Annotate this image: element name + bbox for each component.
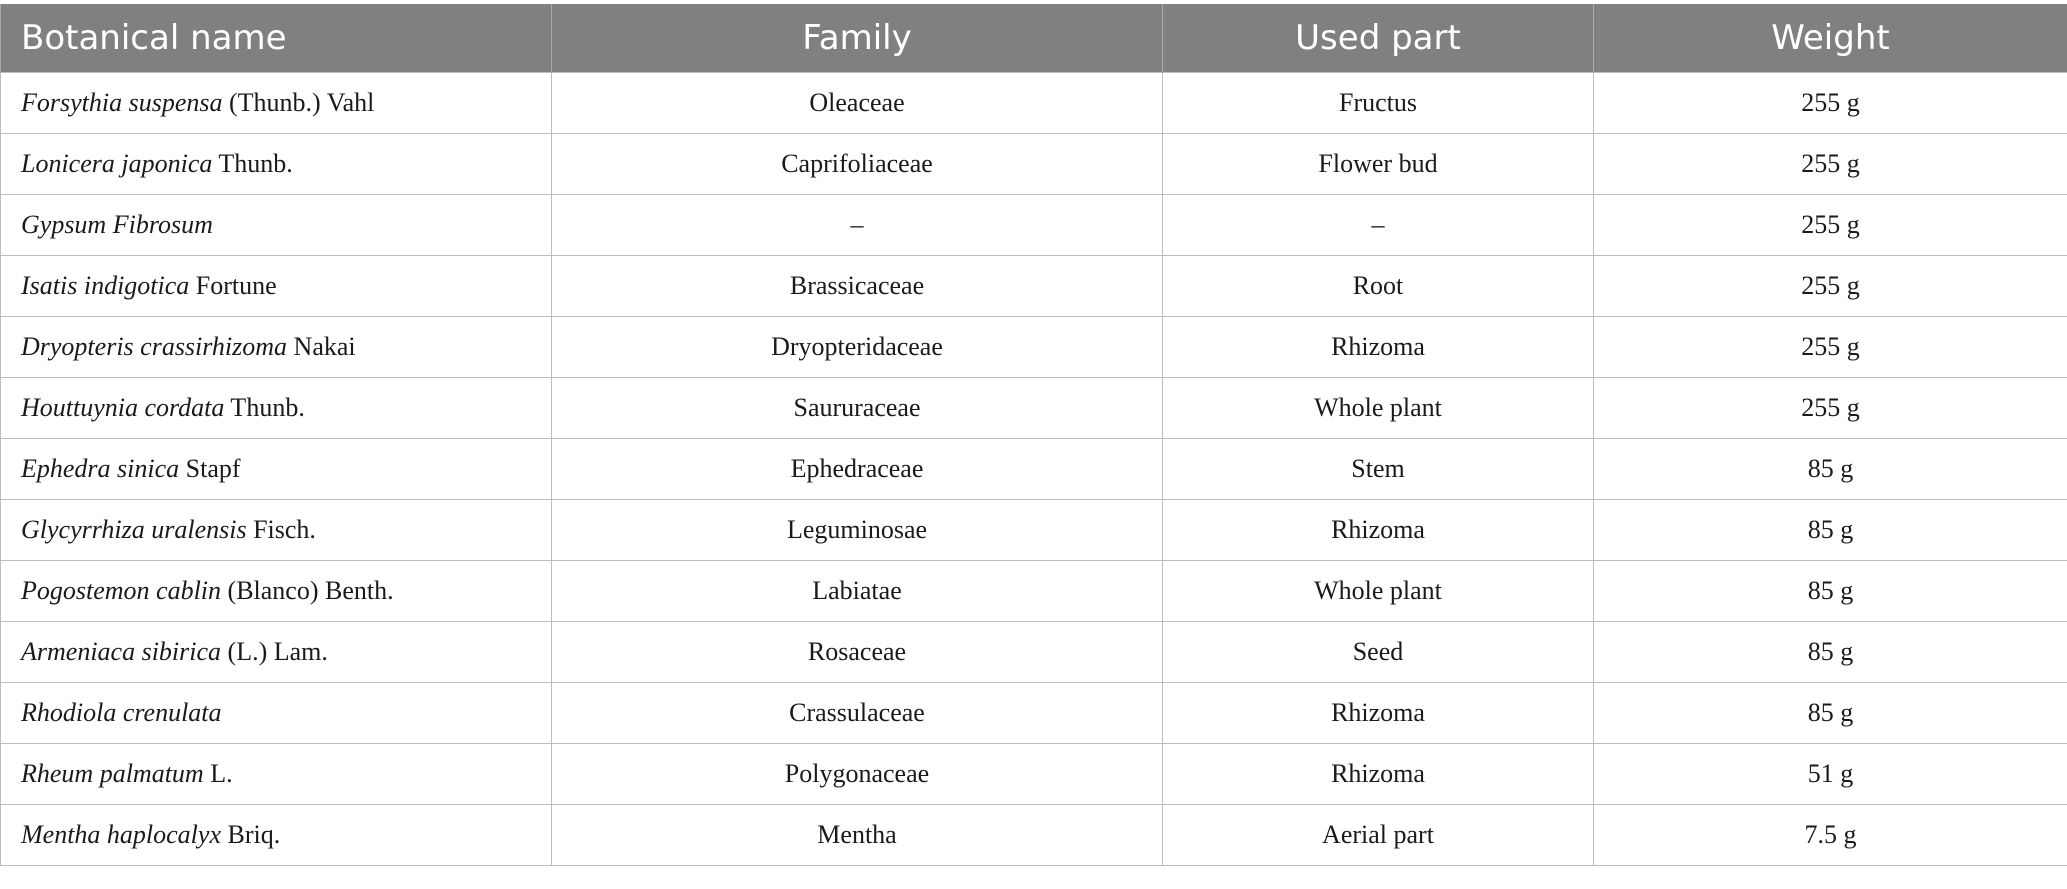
cell-botanical-name xyxy=(1,744,552,805)
cell-used-part: Flower bud xyxy=(1163,134,1594,195)
cell-weight: 51 g xyxy=(1594,744,2067,805)
table-row xyxy=(1,500,2067,561)
species-name: Isatis indigotica xyxy=(21,271,190,300)
cell-weight: 85 g xyxy=(1594,561,2067,622)
cell-botanical-name xyxy=(1,73,552,134)
species-authority: Thunb. xyxy=(212,149,293,178)
cell-used-part: Root xyxy=(1163,256,1594,317)
cell-family: Dryopteridaceae xyxy=(552,317,1163,378)
cell-botanical-name xyxy=(1,256,552,317)
cell-used-part: Whole plant xyxy=(1163,378,1594,439)
cell-family: Leguminosae xyxy=(552,500,1163,561)
cell-used-part: Fructus xyxy=(1163,73,1594,134)
header-botanical-name: Botanical name xyxy=(1,4,552,73)
species-authority: Fortune xyxy=(189,271,277,300)
cell-family: Saururaceae xyxy=(552,378,1163,439)
species-name: Rhodiola crenulata xyxy=(21,698,222,727)
species-name: Pogostemon cablin xyxy=(21,576,222,605)
species-name: Dryopteris crassirhizoma xyxy=(21,332,288,361)
table-row xyxy=(1,256,2067,317)
cell-used-part: Rhizoma xyxy=(1163,744,1594,805)
species-name: Houttuynia cordata xyxy=(21,393,225,422)
table-header xyxy=(1,4,2067,73)
species-name: Lonicera japonica xyxy=(21,149,213,178)
species-name: Rheum palmatum xyxy=(21,759,204,788)
species-name: Forsythia suspensa xyxy=(21,88,223,117)
cell-weight: 255 g xyxy=(1594,317,2067,378)
cell-family: Crassulaceae xyxy=(552,683,1163,744)
cell-botanical-name xyxy=(1,805,552,866)
cell-weight: 85 g xyxy=(1594,500,2067,561)
cell-weight: 255 g xyxy=(1594,256,2067,317)
table-row xyxy=(1,134,2067,195)
cell-botanical-name xyxy=(1,683,552,744)
header-weight: Weight xyxy=(1594,4,2067,73)
cell-weight: 255 g xyxy=(1594,134,2067,195)
species-authority: Thunb. xyxy=(224,393,305,422)
cell-botanical-name xyxy=(1,439,552,500)
cell-botanical-name xyxy=(1,317,552,378)
cell-weight: 85 g xyxy=(1594,439,2067,500)
species-name: Gypsum Fibrosum xyxy=(21,210,213,239)
cell-family: Caprifoliaceae xyxy=(552,134,1163,195)
header-family: Family xyxy=(552,4,1163,73)
species-name: Armeniaca sibirica xyxy=(21,637,222,666)
cell-used-part: Rhizoma xyxy=(1163,317,1594,378)
table-row xyxy=(1,439,2067,500)
cell-used-part: Rhizoma xyxy=(1163,683,1594,744)
cell-weight: 255 g xyxy=(1594,195,2067,256)
cell-family: Polygonaceae xyxy=(552,744,1163,805)
cell-weight: 255 g xyxy=(1594,73,2067,134)
table-row xyxy=(1,744,2067,805)
species-name: Mentha haplocalyx xyxy=(21,820,221,849)
header-used-part: Used part xyxy=(1163,4,1594,73)
table-row xyxy=(1,622,2067,683)
cell-botanical-name xyxy=(1,378,552,439)
species-authority: Briq. xyxy=(221,820,281,849)
species-authority: Stapf xyxy=(179,454,241,483)
table-row xyxy=(1,561,2067,622)
cell-family: Ephedraceae xyxy=(552,439,1163,500)
species-authority: Fisch. xyxy=(246,515,316,544)
cell-family: Brassicaceae xyxy=(552,256,1163,317)
cell-weight: 85 g xyxy=(1594,683,2067,744)
cell-family: Mentha xyxy=(552,805,1163,866)
cell-weight: 85 g xyxy=(1594,622,2067,683)
cell-used-part: Aerial part xyxy=(1163,805,1594,866)
table-row xyxy=(1,195,2067,256)
cell-botanical-name xyxy=(1,134,552,195)
cell-weight: 7.5 g xyxy=(1594,805,2067,866)
cell-used-part: Whole plant xyxy=(1163,561,1594,622)
table-row xyxy=(1,73,2067,134)
species-authority: (Blanco) Benth. xyxy=(221,576,394,605)
cell-used-part: – xyxy=(1163,195,1594,256)
cell-used-part: Stem xyxy=(1163,439,1594,500)
cell-family: Oleaceae xyxy=(552,73,1163,134)
table-row xyxy=(1,317,2067,378)
herb-composition-table xyxy=(0,4,2067,866)
cell-family: Rosaceae xyxy=(552,622,1163,683)
table-row xyxy=(1,805,2067,866)
cell-used-part: Seed xyxy=(1163,622,1594,683)
cell-used-part: Rhizoma xyxy=(1163,500,1594,561)
species-authority: (Thunb.) Vahl xyxy=(222,88,375,117)
species-authority: L. xyxy=(203,759,233,788)
cell-botanical-name xyxy=(1,622,552,683)
species-authority: Nakai xyxy=(287,332,356,361)
species-name: Glycyrrhiza uralensis xyxy=(21,515,247,544)
cell-botanical-name xyxy=(1,561,552,622)
cell-botanical-name xyxy=(1,500,552,561)
table-body xyxy=(1,73,2067,866)
table-row xyxy=(1,683,2067,744)
cell-botanical-name xyxy=(1,195,552,256)
cell-weight: 255 g xyxy=(1594,378,2067,439)
cell-family: Labiatae xyxy=(552,561,1163,622)
table-row xyxy=(1,378,2067,439)
cell-family: – xyxy=(552,195,1163,256)
species-authority: (L.) Lam. xyxy=(221,637,328,666)
header-row xyxy=(1,4,2067,73)
species-name: Ephedra sinica xyxy=(21,454,180,483)
